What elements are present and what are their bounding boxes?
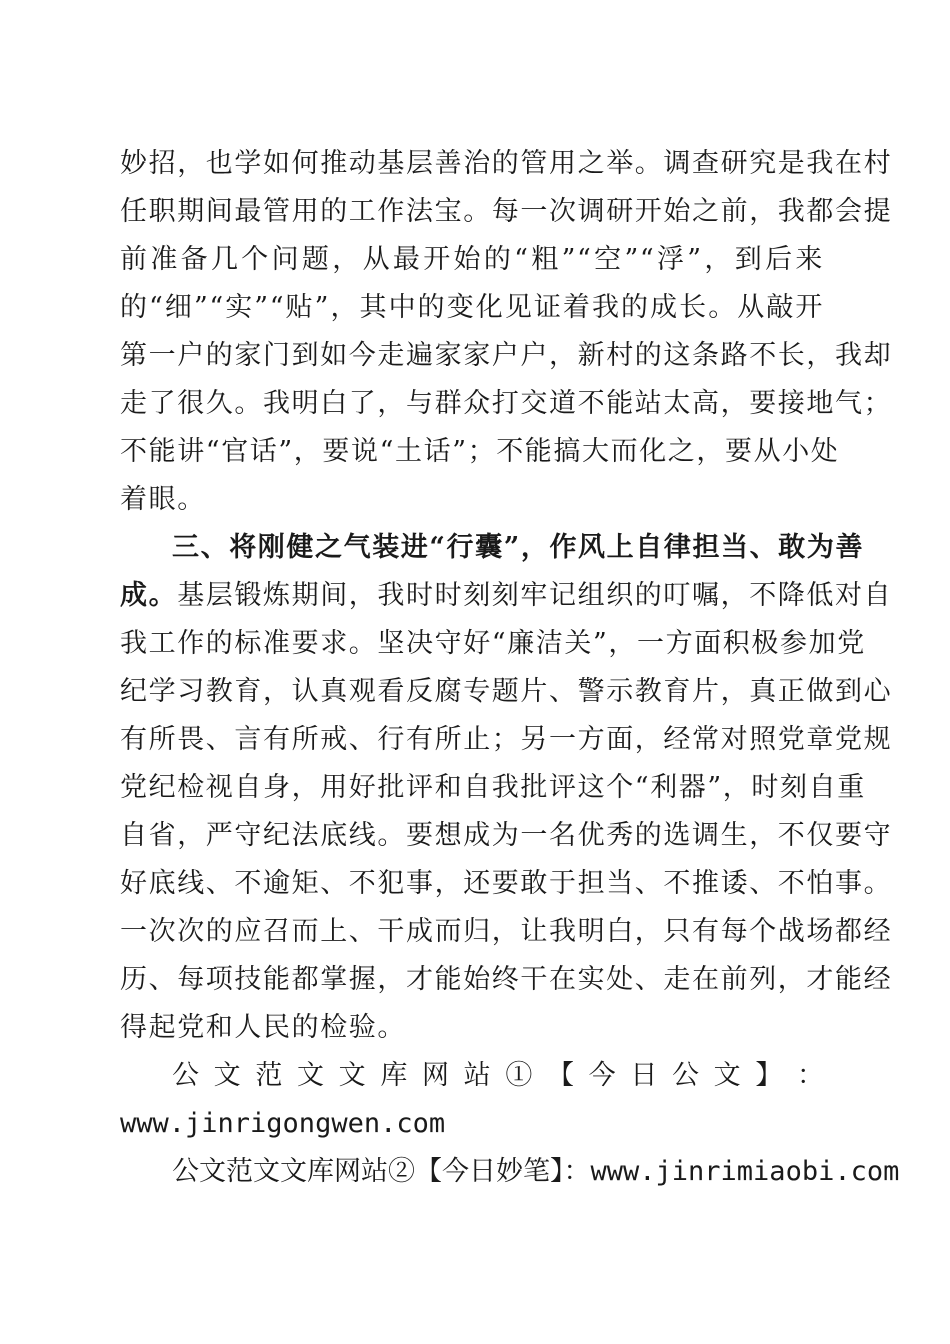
paragraph-line: 前准备几个问题，从最开始的“粗”“空”“浮”，到后来	[120, 244, 824, 275]
paragraph-line: 自省，严守纪法底线。要想成为一名优秀的选调生，不仅要守	[120, 820, 893, 851]
footer-site1-label: 公 文 范 文 文 库 网 站 ① 【 今 日 公 文 】 ：	[172, 1060, 824, 1091]
footer-site2	[172, 1150, 900, 1194]
paragraph-line: 得起党和人民的检验。	[120, 1012, 406, 1043]
paragraph-line: 我工作的标准要求。坚决守好“廉洁关”，一方面积极参加党	[120, 628, 866, 659]
paragraph-line: 不能讲“官话”，要说“土话”；不能搞大而化之，要从小处	[120, 436, 840, 467]
paragraph-line: 的“细”“实”“贴”，其中的变化见证着我的成长。从敲开	[120, 292, 824, 323]
section-heading-end: 成。	[120, 580, 178, 611]
paragraph-line: 着眼。	[120, 484, 206, 515]
paragraph-line: 一次次的应召而上、干成而归，让我明白，只有每个战场都经	[120, 916, 893, 947]
paragraph-line: 纪学习教育，认真观看反腐专题片、警示教育片，真正做到心	[120, 676, 893, 707]
paragraph-line: 妙招，也学如何推动基层善治的管用之举。调查研究是我在村	[120, 148, 893, 179]
section-heading: 三、将刚健之气装进“行囊”，作风上自律担当、敢为善	[172, 532, 865, 563]
section-heading-continuation	[120, 574, 893, 618]
paragraph-line: 有所畏、言有所戒、行有所止；另一方面，经常对照党章党规	[120, 724, 893, 755]
paragraph-line: 历、每项技能都掌握，才能始终干在实处、走在前列，才能经	[120, 964, 893, 995]
paragraph-text: 基层锻炼期间，我时时刻刻牢记组织的叮嘱，不降低对自	[177, 580, 893, 611]
footer-site2-url[interactable]: www.jinrimiaobi.com	[590, 1156, 900, 1187]
paragraph-line: 走了很久。我明白了，与群众打交道不能站太高，要接地气；	[120, 388, 893, 419]
paragraph-line: 好底线、不逾矩、不犯事，还要敢于担当、不推诿、不怕事。	[120, 868, 893, 899]
footer-site1-url[interactable]: www.jinrigongwen.com	[120, 1108, 446, 1139]
paragraph-line: 第一户的家门到如今走遍家家户户，新村的这条路不长，我却	[120, 340, 893, 371]
footer-site2-label: 公文范文文库网站②【今日妙笔】：	[172, 1156, 591, 1187]
paragraph-line: 党纪检视自身，用好批评和自我批评这个“利器”，时刻自重	[120, 772, 866, 803]
paragraph-line: 任职期间最管用的工作法宝。每一次调研开始之前，我都会提	[120, 196, 893, 227]
